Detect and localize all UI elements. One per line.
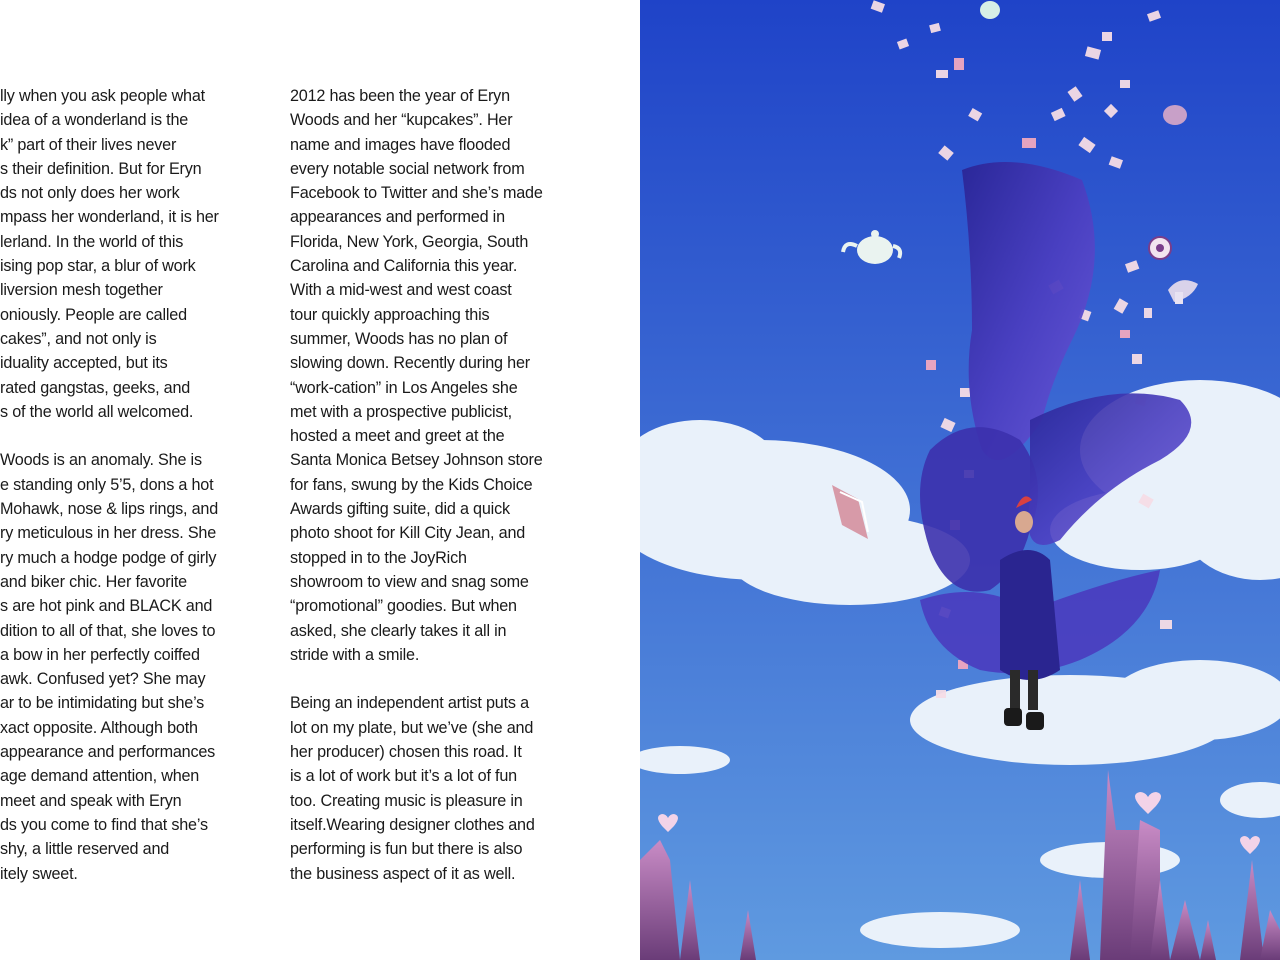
text-line: liversion mesh together — [0, 281, 163, 300]
text-line: every notable social network from — [290, 159, 525, 178]
paragraph-gap — [290, 667, 580, 691]
text-line: photo shoot for Kill City Jean, and — [290, 524, 526, 543]
text-line: idea of a wonderland is the — [0, 111, 189, 130]
text-line: appearance and performances — [0, 743, 216, 762]
text-line: k” part of their lives never — [0, 135, 177, 154]
text-line: lerland. In the world of this — [0, 232, 184, 251]
text-line: Facebook to Twitter and she’s made — [290, 184, 543, 203]
text-line: lot on my plate, but we’ve (she and — [290, 718, 534, 737]
text-line: the business aspect of it as well. — [290, 864, 516, 883]
text-line: ds you come to find that she’s — [0, 815, 208, 834]
text-line: Carolina and California this year. — [290, 257, 518, 276]
teapot-small-icon — [1163, 105, 1187, 125]
text-line: stopped in to the JoyRich — [290, 548, 467, 567]
text-line: Mohawk, nose & lips rings, and — [0, 500, 219, 519]
text-line: shy, a little reserved and — [0, 840, 170, 859]
text-line: stride with a smile. — [290, 645, 420, 664]
text-line: and biker chic. Her favorite — [0, 572, 187, 591]
text-line: a bow in her perfectly coiffed — [0, 645, 200, 664]
text-line: itely sweet. — [0, 864, 78, 883]
text-line: Being an independent artist puts a — [290, 694, 529, 713]
text-line: iduality accepted, but its — [0, 354, 168, 373]
teacup-icon — [1149, 237, 1171, 259]
text-line: “promotional” goodies. But when — [290, 597, 517, 616]
text-line: rated gangstas, geeks, and — [0, 378, 191, 397]
text-line: Florida, New York, Georgia, South — [290, 232, 529, 251]
text-line: oniously. People are called — [0, 305, 187, 324]
text-line: Woods is an anomaly. She is — [0, 451, 202, 470]
text-line: met with a prospective publicist, — [290, 402, 512, 421]
text-line: Awards gifting suite, did a quick — [290, 500, 510, 519]
text-line: ar to be intimidating but she’s — [0, 694, 205, 713]
text-line: slowing down. Recently during her — [290, 354, 530, 373]
text-line: Santa Monica Betsey Johnson store — [290, 451, 543, 470]
text-line: “work-cation” in Los Angeles she — [290, 378, 518, 397]
text-line: asked, she clearly takes it all in — [290, 621, 507, 640]
text-line: performing is fun but there is also — [290, 840, 523, 859]
article-column-2 — [290, 84, 580, 886]
paragraph-gap — [0, 424, 250, 448]
text-line: dition to all of that, she loves to — [0, 621, 216, 640]
text-line: tour quickly approaching this — [290, 305, 490, 324]
article-column-1 — [0, 84, 250, 886]
text-line: cakes”, and not only is — [0, 329, 157, 348]
text-line: mpass her wonderland, it is her — [0, 208, 219, 227]
text-line: awk. Confused yet? She may — [0, 670, 206, 689]
text-line: is a lot of work but it’s a lot of fun — [290, 767, 517, 786]
text-line: showroom to view and snag some — [290, 572, 529, 591]
text-line: summer, Woods has no plan of — [290, 329, 508, 348]
text-line: 2012 has been the year of Eryn — [290, 87, 510, 105]
text-line: s of the world all welcomed. — [0, 402, 194, 421]
text-line: xact opposite. Although both — [0, 718, 198, 737]
text-line: Woods and her “kupcakes”. Her — [290, 111, 513, 130]
text-line: lly when you ask people what — [0, 87, 205, 105]
right-page-photo — [640, 0, 1280, 960]
text-line: hosted a meet and greet at the — [290, 427, 505, 446]
text-line: With a mid-west and west coast — [290, 281, 512, 300]
text-line: appearances and performed in — [290, 208, 505, 227]
text-line: s are hot pink and BLACK and — [0, 597, 213, 616]
text-line: ry much a hodge podge of girly — [0, 548, 217, 567]
text-line: name and images have flooded — [290, 135, 511, 154]
text-line: her producer) chosen this road. It — [290, 743, 522, 762]
text-line: too. Creating music is pleasure in — [290, 791, 523, 810]
text-line: ds not only does her work — [0, 184, 180, 203]
text-line: ry meticulous in her dress. She — [0, 524, 217, 543]
text-line: age demand attention, when — [0, 767, 200, 786]
text-line: meet and speak with Eryn — [0, 791, 182, 810]
text-line: e standing only 5’5, dons a hot — [0, 475, 214, 494]
text-line: ising pop star, a blur of work — [0, 257, 196, 276]
text-line: s their definition. But for Eryn — [0, 159, 202, 178]
wonderland-photo — [640, 0, 1280, 960]
teapot-top-icon — [980, 1, 1000, 19]
text-line: itself.Wearing designer clothes and — [290, 815, 535, 834]
text-line: for fans, swung by the Kids Choice — [290, 475, 533, 494]
